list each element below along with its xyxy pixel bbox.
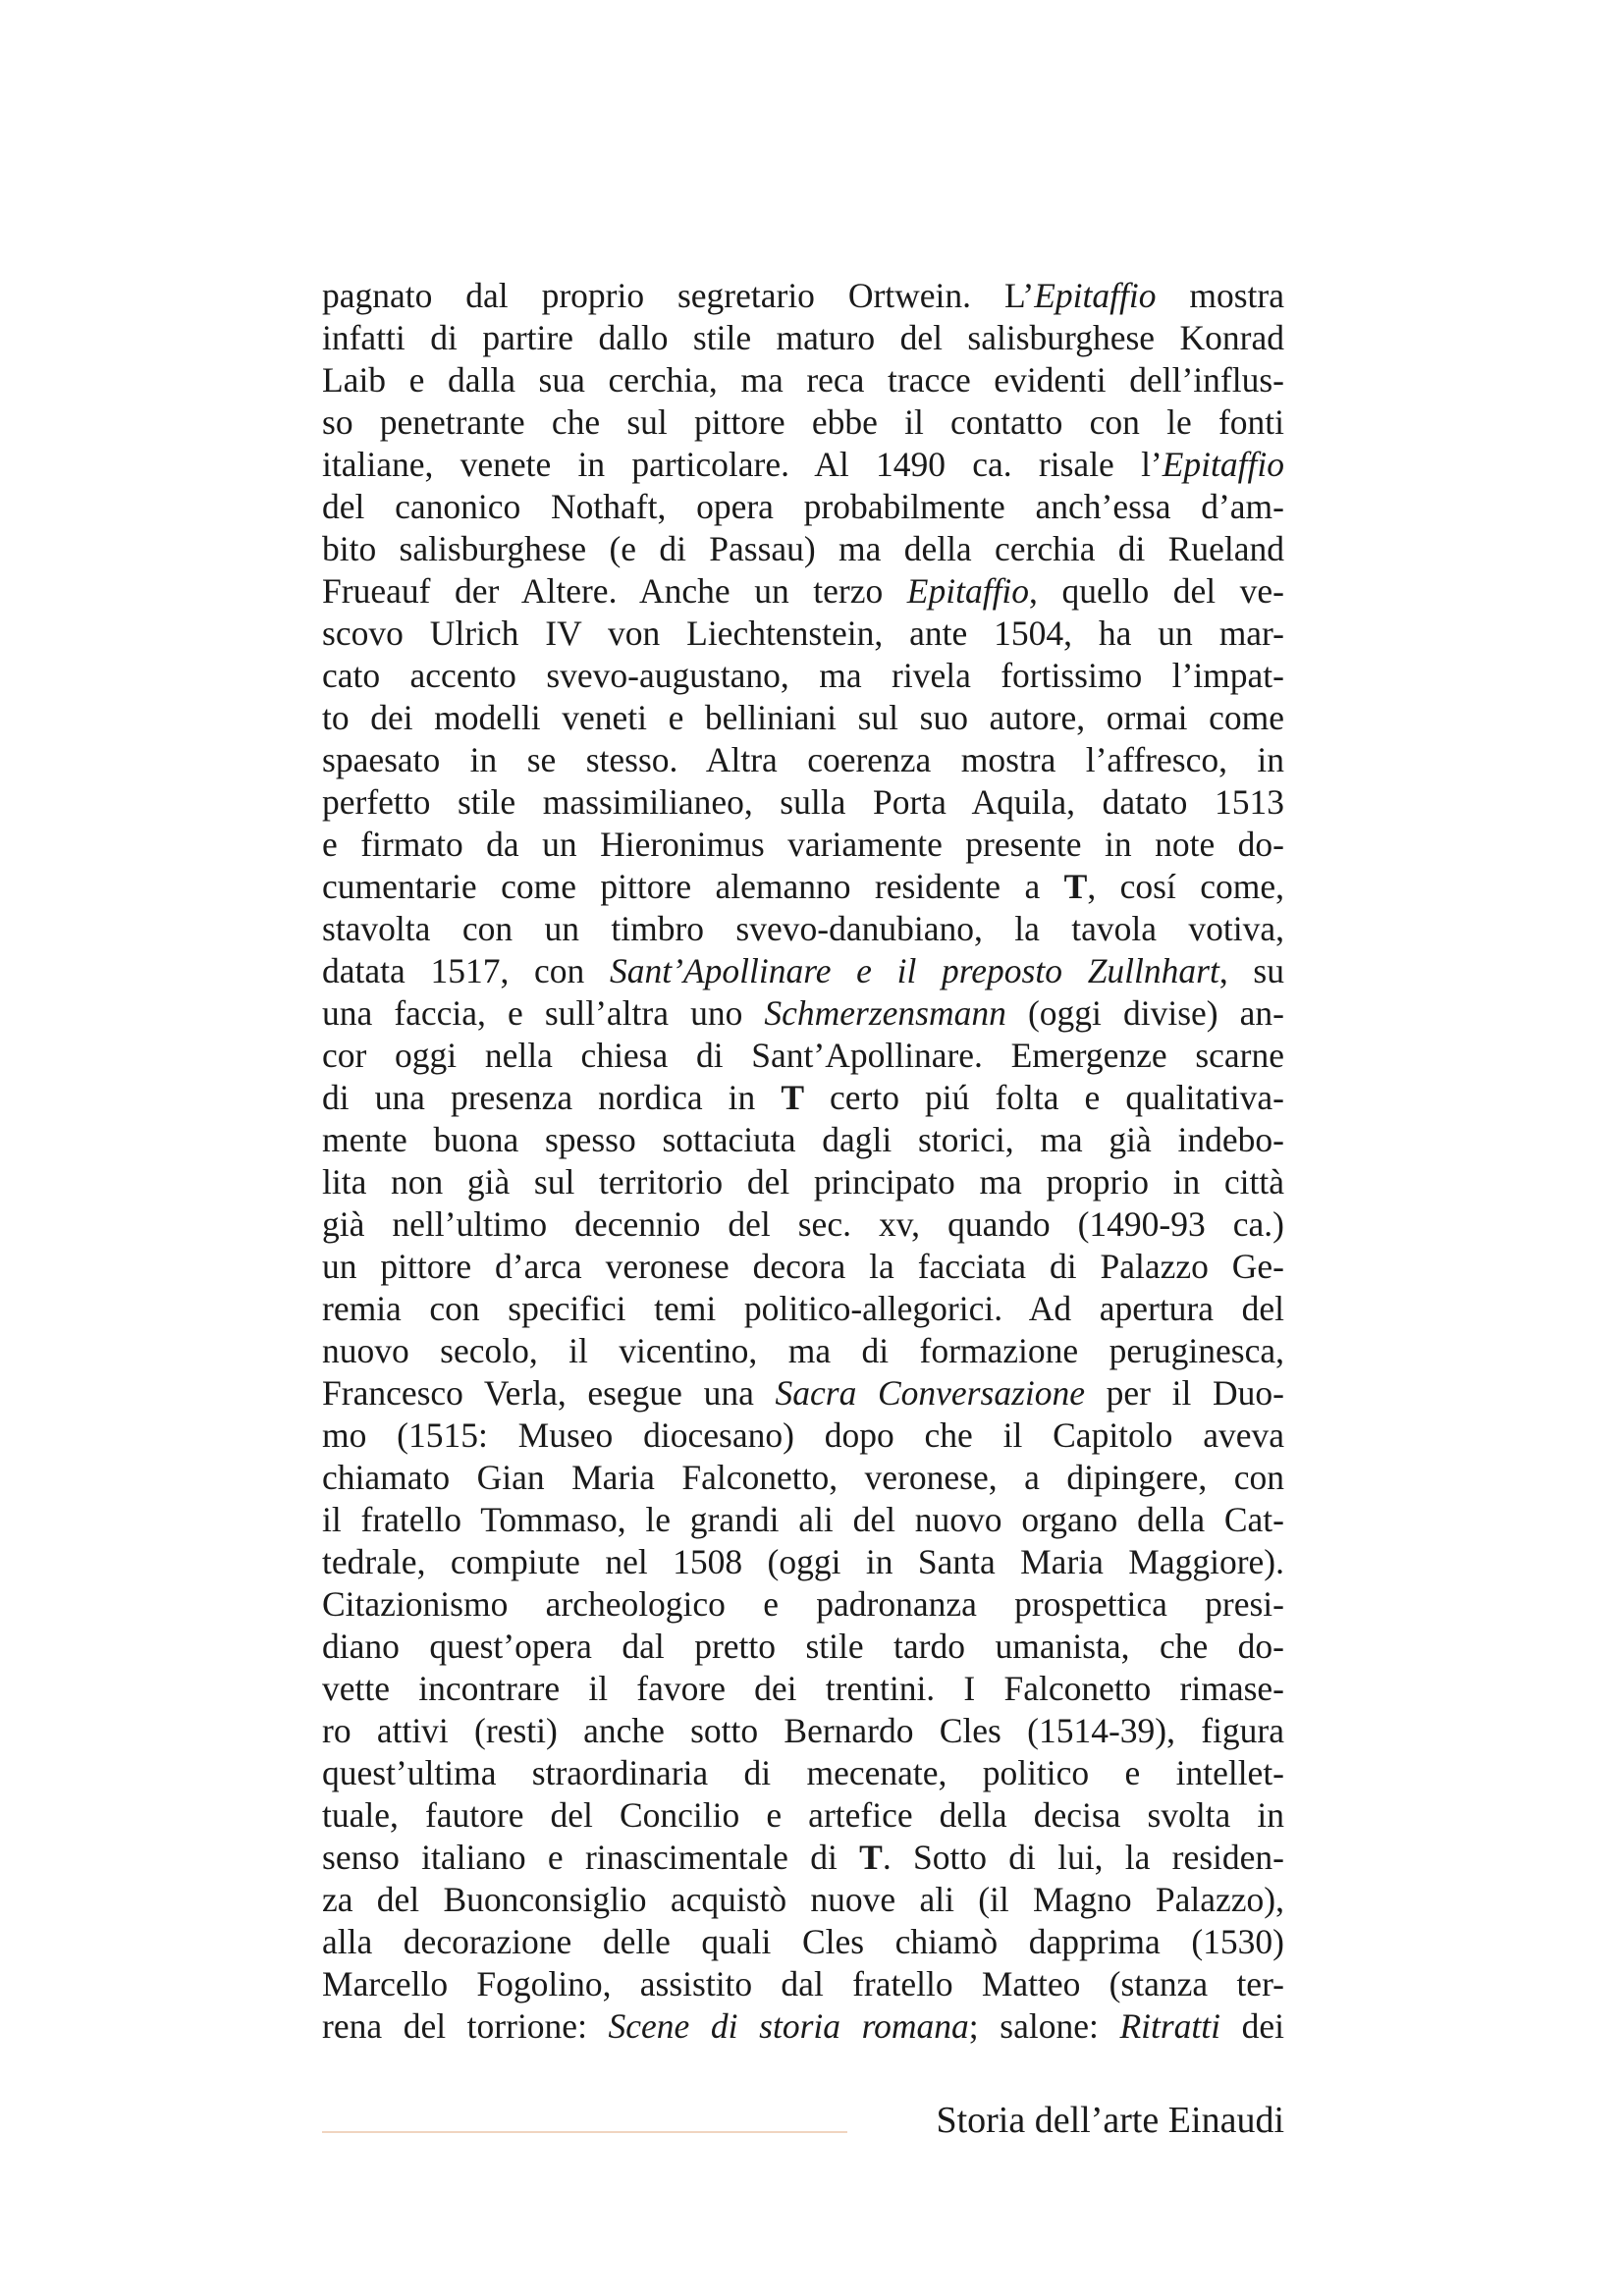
footer-rule — [322, 2131, 847, 2133]
text-line: bito salisburghese (e di Passau) ma della cerchia di Rueland — [322, 529, 1284, 568]
text-line: perfetto stile massimilianeo, sulla Porta Aquila, datato 1513 — [322, 782, 1284, 822]
text-line: cato accento svevo-augustano, ma rivela fortissimo l’impat- — [322, 656, 1284, 695]
italic-title: Epitaffio — [1162, 445, 1284, 484]
text-line: lita non già sul territorio del principato ma proprio in città — [322, 1162, 1284, 1201]
text-line: e firmato da un Hieronimus variamente presente in note do- — [322, 825, 1284, 864]
text-line: tuale, fautore del Concilio e artefice della decisa svolta in — [322, 1795, 1284, 1835]
text-line: remia con specifici temi politico-allegorici. Ad apertura del — [322, 1289, 1284, 1328]
text-line: Francesco Verla, esegue una Sacra Conversazione per il Duo- — [322, 1373, 1284, 1413]
text-line: già nell’ultimo decennio del sec. xv, quando (1490-93 ca.) — [322, 1204, 1284, 1244]
text-line: scovo Ulrich IV von Liechtenstein, ante 1504, ha un mar- — [322, 614, 1284, 653]
text-line: un pittore d’arca veronese decora la facciata di Palazzo Ge- — [322, 1247, 1284, 1286]
text-line: senso italiano e rinascimentale di T. Sotto di lui, la residen- — [322, 1838, 1284, 1877]
text-line: tedrale, compiute nel 1508 (oggi in Santa Maria Maggiore). — [322, 1542, 1284, 1581]
text-line: Laib e dalla sua cerchia, ma reca tracce evidenti dell’influs- — [322, 360, 1284, 400]
page-footer — [322, 2096, 1284, 2145]
text-line: di una presenza nordica in T certo piú folta e qualitativa- — [322, 1078, 1284, 1117]
text-line: mente buona spesso sottaciuta dagli storici, ma già indebo- — [322, 1120, 1284, 1159]
text-line: rena del torrione: Scene di storia romana; salone: Ritratti dei — [322, 2006, 1285, 2046]
italic-title: Epitaffio — [906, 571, 1030, 611]
text-line: Frueauf der Altere. Anche un terzo Epitaffio, quello del ve- — [322, 571, 1285, 611]
footer-publisher-label: Storia dell’arte Einaudi — [936, 2100, 1284, 2141]
italic-title: Sant’Apollinare e il preposto Zullnhart — [610, 951, 1219, 990]
text-line: mo (1515: Museo diocesano) dopo che il Capitolo aveva — [322, 1415, 1284, 1455]
text-line: infatti di partire dallo stile maturo del salisburghese Konrad — [322, 318, 1284, 357]
text-line: quest’ultima straordinaria di mecenate, politico e intellet- — [322, 1753, 1284, 1792]
text-line: spaesato in se stesso. Altra coerenza mostra l’affresco, in — [322, 740, 1284, 779]
italic-title: Sacra Conversazione — [775, 1373, 1086, 1413]
text-line: diano quest’opera dal pretto stile tardo umanista, che do- — [322, 1627, 1284, 1666]
text-line: una faccia, e sull’altra uno Schmerzensmann (oggi divise) an- — [322, 993, 1284, 1033]
text-line: cumentarie come pittore alemanno residente a T, cosí come, — [322, 867, 1284, 906]
italic-title: Schmerzensmann — [764, 993, 1006, 1033]
text-line: vette incontrare il favore dei trentini. I Falconetto rimase- — [322, 1669, 1284, 1708]
text-line: to dei modelli veneti e belliniani sul suo autore, ormai come — [322, 698, 1284, 737]
text-line: pagnato dal proprio segretario Ortwein. L’Epitaffio mostra — [322, 276, 1284, 315]
text-line: chiamato Gian Maria Falconetto, veronese, a dipingere, con — [322, 1458, 1284, 1497]
bold-abbreviation: T — [781, 1078, 804, 1117]
bold-abbreviation: T — [1063, 867, 1088, 906]
italic-title: Scene di storia romana — [608, 2006, 969, 2046]
text-line: za del Buonconsiglio acquistò nuove ali (il Magno Palazzo), — [322, 1880, 1284, 1919]
text-line: ro attivi (resti) anche sotto Bernardo Cles (1514-39), figura — [322, 1711, 1284, 1750]
italic-title: Ritratti — [1119, 2006, 1221, 2046]
text-line: alla decorazione delle quali Cles chiamò dapprima (1530) — [322, 1922, 1284, 1961]
text-line: so penetrante che sul pittore ebbe il contatto con le fonti — [322, 402, 1284, 442]
body-text — [322, 275, 1284, 2048]
text-line: il fratello Tommaso, le grandi ali del nuovo organo della Cat- — [322, 1500, 1284, 1539]
text-line: cor oggi nella chiesa di Sant’Apollinare. Emergenze scarne — [322, 1036, 1284, 1075]
text-line: italiane, venete in particolare. Al 1490 ca. risale l’Epitaffio — [322, 445, 1284, 484]
text-line: datata 1517, con Sant’Apollinare e il preposto Zullnhart, su — [322, 951, 1284, 990]
text-line: Marcello Fogolino, assistito dal fratello Matteo (stanza ter- — [322, 1964, 1284, 2003]
text-line: del canonico Nothaft, opera probabilmente anch’essa d’am- — [322, 487, 1284, 526]
bold-abbreviation: T — [859, 1838, 883, 1877]
text-line: stavolta con un timbro svevo-danubiano, la tavola votiva, — [322, 909, 1284, 948]
text-line: nuovo secolo, il vicentino, ma di formazione peruginesca, — [322, 1331, 1284, 1370]
text-line: Citazionismo archeologico e padronanza prospettica presi- — [322, 1584, 1284, 1624]
italic-title: Epitaffio — [1034, 276, 1157, 315]
